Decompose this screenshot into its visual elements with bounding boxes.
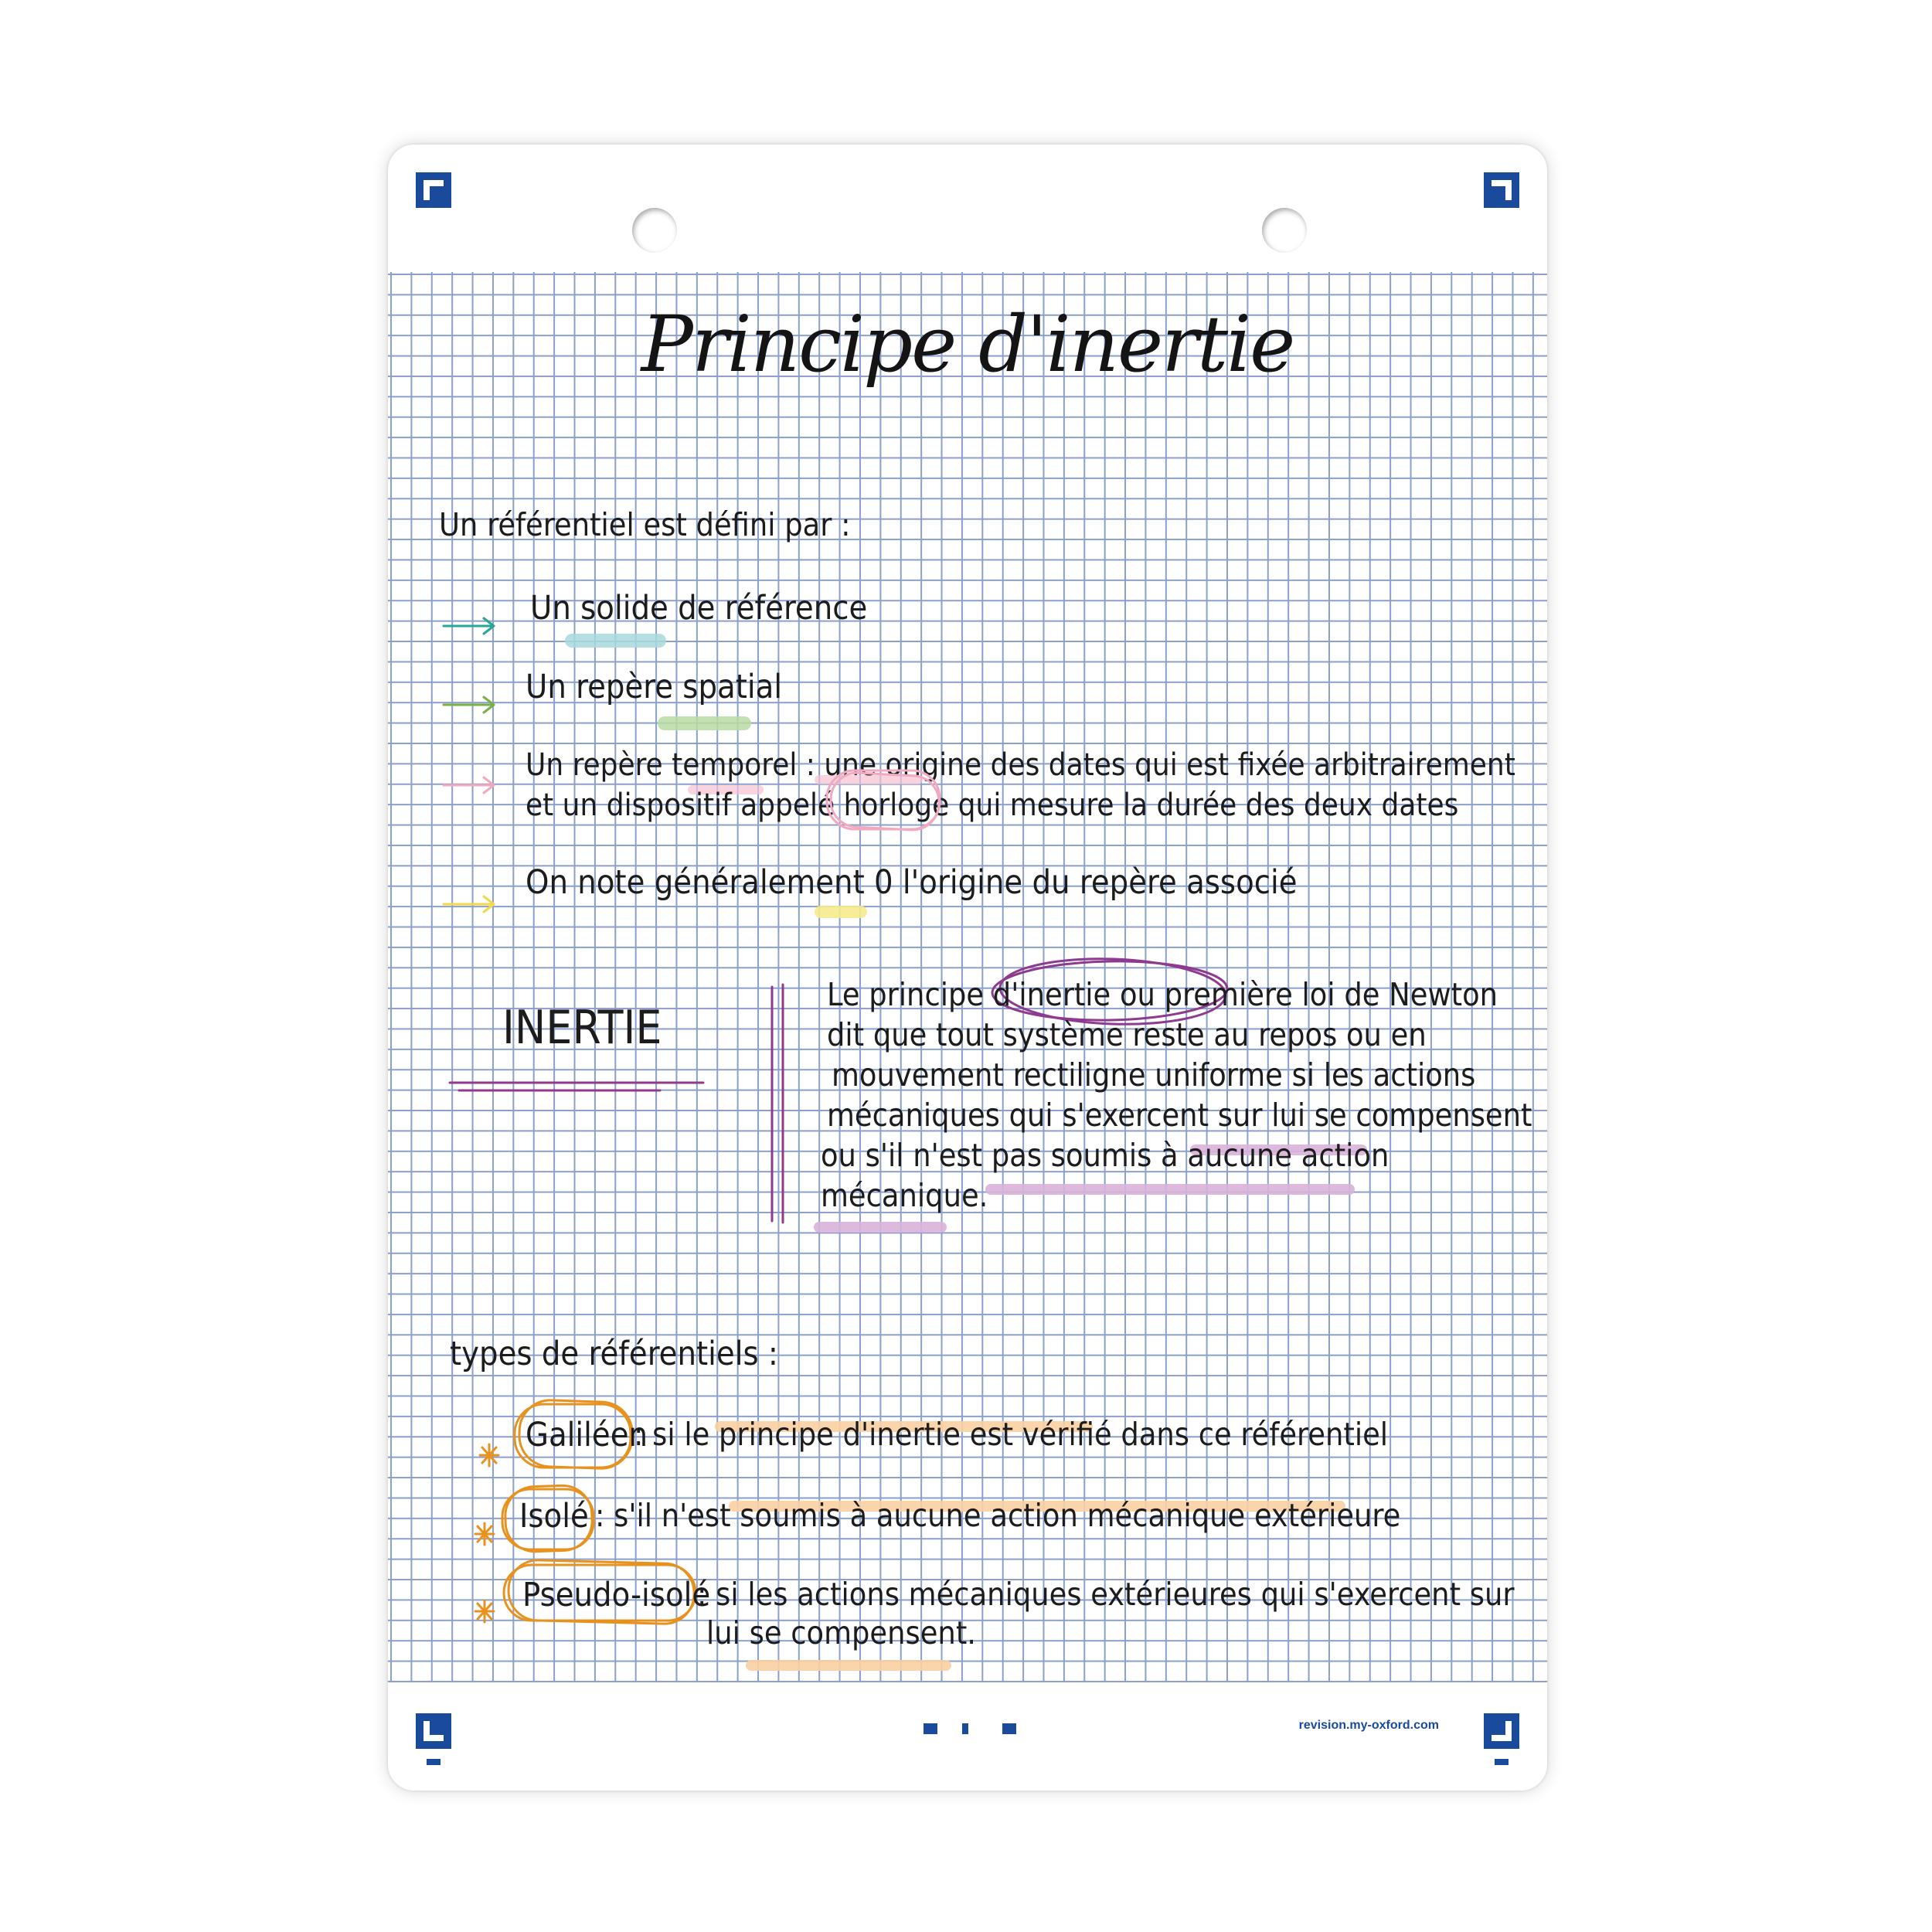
inertie-line-2: dit que tout système reste au repos ou en — [827, 1016, 1427, 1053]
inertie-heading: INERTIE — [502, 1001, 662, 1055]
referentiel-item-4: On note généralement 0 l'origine du repère associé — [526, 863, 1298, 902]
inertie-line-3: mouvement rectiligne uniforme si les actions — [832, 1056, 1476, 1094]
inertie-line-1: Le principe d'inertie ou première loi de Newton — [827, 976, 1498, 1013]
asterisk-icon — [475, 1523, 494, 1545]
referentiel-intro: Un référentiel est défini par : — [439, 506, 851, 543]
type-desc-isole: : s'il n'est soumis à aucune action mécanique extérieure — [595, 1497, 1401, 1534]
inertie-line-6: mécanique. — [821, 1177, 988, 1214]
type-desc-pseudo-isole: : si les actions mécaniques extérieures qui s'exercent sur — [697, 1576, 1515, 1613]
revision-card — [388, 145, 1547, 1791]
referentiel-item-3-line2: et un dispositif appelé horloge qui mesure la durée des deux dates — [526, 787, 1459, 823]
types-heading: types de référentiels : — [450, 1335, 778, 1373]
referentiel-item-1: Un solide de référence — [530, 589, 868, 628]
type-desc-galileen: : si le principe d'inertie est vérifié dans ce référentiel — [634, 1416, 1389, 1453]
inertie-line-5: ou s'il n'est pas soumis à aucune action — [821, 1137, 1389, 1174]
type-desc-pseudo-isole-line2: lui se compensent. — [706, 1614, 976, 1651]
inertie-line-4: mécaniques qui s'exercent sur lui se compensent — [827, 1097, 1532, 1134]
referentiel-item-2: Un repère spatial — [526, 668, 783, 706]
referentiel-item-3-line1: Un repère temporel : une origine des dates qui est fixée arbitrairement — [526, 747, 1515, 783]
footer-url[interactable]: revision.my-oxford.com — [1298, 1719, 1439, 1732]
asterisk-icon — [480, 1444, 498, 1466]
type-term-galileen: Galiléen — [526, 1416, 648, 1454]
page-title: Principe d'inertie — [641, 299, 1294, 389]
type-term-isole: Isolé — [519, 1497, 589, 1536]
types-marks — [388, 145, 1547, 1791]
asterisk-icon — [475, 1600, 494, 1622]
type-term-pseudo-isole: Pseudo-isolé — [522, 1576, 711, 1614]
